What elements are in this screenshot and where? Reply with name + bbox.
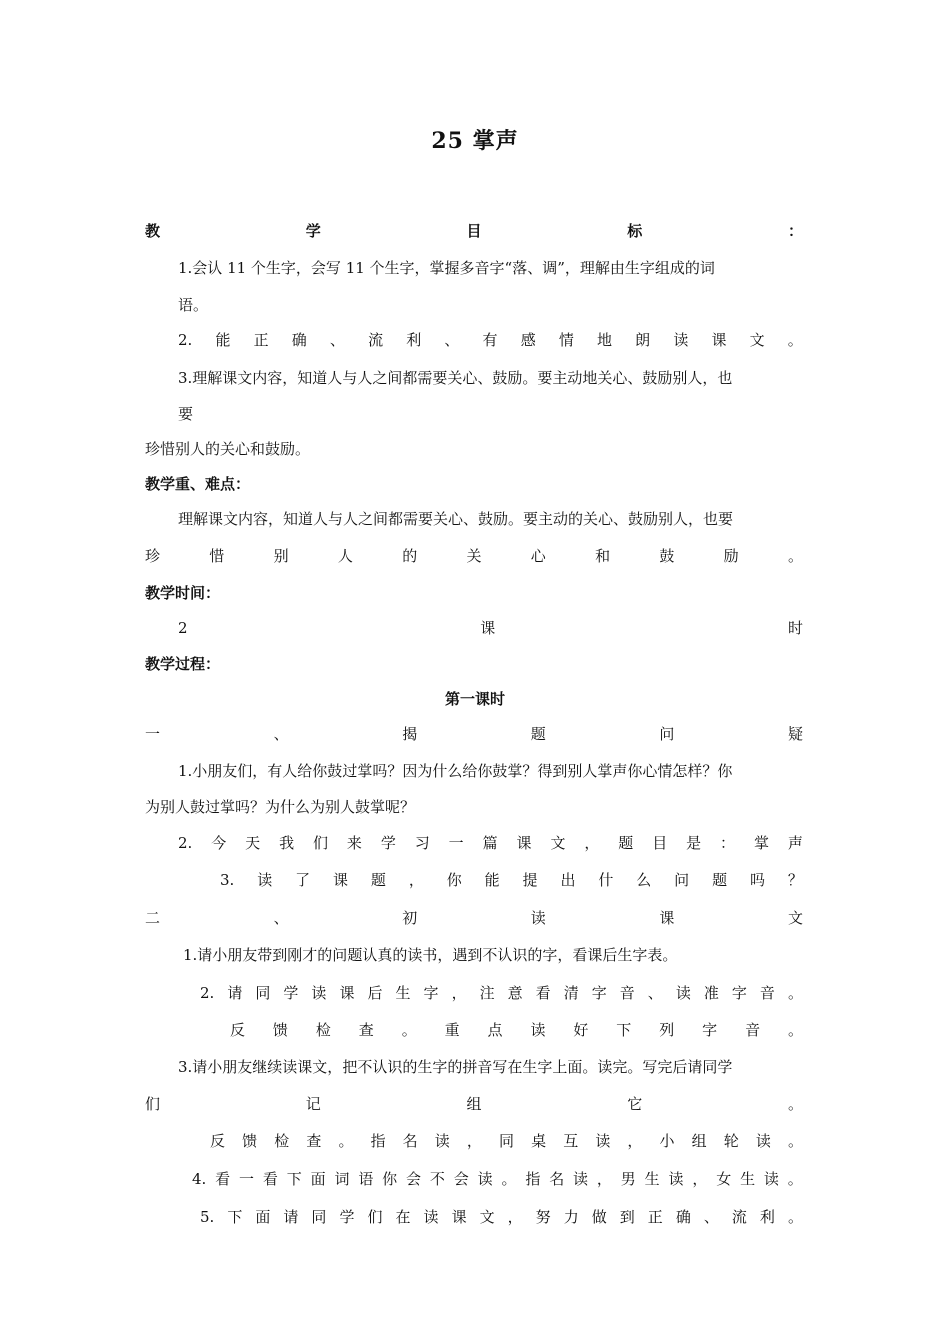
section-1-heading xyxy=(145,723,803,745)
glyph: ， xyxy=(584,834,600,852)
glyph: 指 xyxy=(525,1170,541,1188)
glyph: 教 xyxy=(145,222,161,240)
glyph: 吗 xyxy=(749,871,765,889)
glyph: 读 xyxy=(530,1021,546,1039)
glyph: 指 xyxy=(370,1132,386,1150)
glyph: 生 xyxy=(740,1170,756,1188)
glyph: 读 xyxy=(763,1170,779,1188)
section-1-item-1-line-1: 1.小朋友们，有人给你鼓过掌吗？因为什么给你鼓掌？得到别人掌声你心情怎样？你 xyxy=(178,762,733,780)
glyph: 么 xyxy=(636,871,652,889)
glyph: 们 xyxy=(145,1095,161,1113)
glyph: 读 xyxy=(530,909,546,927)
glyph: 音 xyxy=(759,984,775,1002)
glyph: 不 xyxy=(429,1170,445,1188)
glyph: 、 xyxy=(703,1208,719,1226)
key-points-line-1: 理解课文内容，知道人与人之间都需要关心、鼓励。要主动的关心、鼓励别人，也要 xyxy=(178,510,734,528)
glyph: 下 xyxy=(227,1208,243,1226)
glyph: 课 xyxy=(516,834,532,852)
glyph: 字 xyxy=(702,1021,718,1039)
glyph: 点 xyxy=(487,1021,503,1039)
glyph: 出 xyxy=(560,871,576,889)
glyph: 在 xyxy=(395,1208,411,1226)
glyph: 声 xyxy=(787,834,803,852)
glyph: 名 xyxy=(402,1132,418,1150)
glyph: ， xyxy=(408,871,424,889)
glyph: 励 xyxy=(723,547,739,565)
glyph: 读 xyxy=(423,1208,439,1226)
section-2-item-3-line-2 xyxy=(145,1093,803,1115)
glyph: 音 xyxy=(619,984,635,1002)
glyph: 是 xyxy=(686,834,702,852)
glyph: ， xyxy=(692,1170,708,1188)
lesson-one-heading: 第一课时 xyxy=(444,690,505,708)
glyph: 2. xyxy=(178,331,193,349)
glyph: 。 xyxy=(787,547,803,565)
glyph: 2. xyxy=(200,984,215,1002)
glyph: 读 xyxy=(595,1132,611,1150)
glyph: 到 xyxy=(619,1208,635,1226)
glyph: 正 xyxy=(647,1208,663,1226)
key-points-line-2 xyxy=(145,545,803,567)
glyph: 们 xyxy=(367,1208,383,1226)
glyph: 有 xyxy=(482,331,498,349)
glyph: ， xyxy=(596,1170,612,1188)
objective-3-line-1: 3.理解课文内容，知道人与人之间都需要关心、鼓励。要主动地关心、鼓励别人，也 xyxy=(178,369,733,387)
glyph: 学 xyxy=(339,1208,355,1226)
glyph: 。 xyxy=(401,1021,417,1039)
glyph: 同 xyxy=(311,1208,327,1226)
glyph: 问 xyxy=(674,871,690,889)
glyph: 。 xyxy=(787,1132,803,1150)
objective-1-line-1: 1.会认 11 个生字，会写 11 个生字，掌握多音字“落、调”，理解由生字组成的词 xyxy=(178,259,715,277)
glyph: 文 xyxy=(550,834,566,852)
glyph: 。 xyxy=(501,1170,517,1188)
glyph: 重 xyxy=(444,1021,460,1039)
glyph: 们 xyxy=(312,834,328,852)
glyph: 别 xyxy=(273,547,289,565)
glyph: 音 xyxy=(745,1021,761,1039)
glyph: 课 xyxy=(711,331,727,349)
glyph: 地 xyxy=(597,331,613,349)
glyph: 惜 xyxy=(209,547,225,565)
glyph: 会 xyxy=(453,1170,469,1188)
glyph: 生 xyxy=(644,1170,660,1188)
glyph: 反 xyxy=(230,1021,246,1039)
glyph: 掌 xyxy=(753,834,769,852)
glyph: 检 xyxy=(315,1021,331,1039)
glyph: 、 xyxy=(444,331,460,349)
glyph: 5. xyxy=(200,1208,215,1226)
glyph: 清 xyxy=(563,984,579,1002)
word: 时 xyxy=(787,619,803,637)
glyph: 下 xyxy=(286,1170,302,1188)
glyph: 天 xyxy=(245,834,261,852)
glyph: 看 xyxy=(215,1170,231,1188)
glyph: 词 xyxy=(334,1170,350,1188)
glyph: ？ xyxy=(787,871,803,889)
glyph: 什 xyxy=(598,871,614,889)
section-1-item-1-line-2: 为别人鼓过掌吗？为什么为别人鼓掌呢？ xyxy=(145,798,416,816)
glyph: 来 xyxy=(346,834,362,852)
glyph: 你 xyxy=(446,871,462,889)
section-1-item-2 xyxy=(178,832,803,854)
glyph: 注 xyxy=(479,984,495,1002)
key-points-heading: 教学重、难点： xyxy=(145,475,251,493)
glyph: 。 xyxy=(787,1095,803,1113)
section-2-item-3-feedback xyxy=(210,1130,803,1152)
glyph: 鼓 xyxy=(659,547,675,565)
glyph: ， xyxy=(627,1132,643,1150)
glyph: 课 xyxy=(451,1208,467,1226)
glyph: 互 xyxy=(563,1132,579,1150)
glyph: 、 xyxy=(273,909,289,927)
glyph: 珍 xyxy=(145,547,161,565)
glyph: 学 xyxy=(380,834,396,852)
glyph: 你 xyxy=(382,1170,398,1188)
glyph: 课 xyxy=(659,909,675,927)
section-2-heading xyxy=(145,907,803,929)
glyph: 好 xyxy=(573,1021,589,1039)
glyph: 今 xyxy=(211,834,227,852)
glyph: 疑 xyxy=(787,725,803,743)
glyph: 小 xyxy=(659,1132,675,1150)
glyph: 读 xyxy=(668,1170,684,1188)
glyph: 学 xyxy=(305,222,321,240)
glyph: 文 xyxy=(479,1208,495,1226)
glyph: 一 xyxy=(448,834,464,852)
glyph: 面 xyxy=(255,1208,271,1226)
glyph: 的 xyxy=(402,547,418,565)
glyph: 读 xyxy=(673,331,689,349)
section-2-item-3-line-1: 3.请小朋友继续读课文，把不认识的生字的拼音写在生字上面。读完。写完后请同学 xyxy=(178,1058,733,1076)
glyph: 题 xyxy=(530,725,546,743)
glyph: 朗 xyxy=(635,331,651,349)
glyph: 流 xyxy=(731,1208,747,1226)
glyph: 提 xyxy=(522,871,538,889)
glyph: 读 xyxy=(477,1170,493,1188)
glyph: 文 xyxy=(787,909,803,927)
glyph: 做 xyxy=(591,1208,607,1226)
glyph: 题 xyxy=(370,871,386,889)
glyph: 课 xyxy=(333,871,349,889)
glyph: 确 xyxy=(675,1208,691,1226)
glyph: 。 xyxy=(787,331,803,349)
glyph: 请 xyxy=(283,1208,299,1226)
glyph: 读 xyxy=(675,984,691,1002)
glyph: 组 xyxy=(691,1132,707,1150)
glyph: 题 xyxy=(618,834,634,852)
glyph: 文 xyxy=(749,331,765,349)
glyph: 读 xyxy=(257,871,273,889)
glyph: 查 xyxy=(306,1132,322,1150)
glyph: 篇 xyxy=(482,834,498,852)
glyph: 查 xyxy=(358,1021,374,1039)
glyph: 下 xyxy=(616,1021,632,1039)
glyph: 利 xyxy=(406,331,422,349)
glyph: 馈 xyxy=(242,1132,258,1150)
objectives-heading xyxy=(145,220,803,242)
glyph: 字 xyxy=(731,984,747,1002)
glyph: 轮 xyxy=(723,1132,739,1150)
glyph: 会 xyxy=(406,1170,422,1188)
glyph: 了 xyxy=(295,871,311,889)
glyph: 字 xyxy=(423,984,439,1002)
glyph: 男 xyxy=(620,1170,636,1188)
glyph: 能 xyxy=(215,331,231,349)
glyph: 问 xyxy=(659,725,675,743)
glyph: ： xyxy=(720,834,736,852)
glyph: 正 xyxy=(253,331,269,349)
section-1-item-3 xyxy=(220,869,803,891)
glyph: 揭 xyxy=(402,725,418,743)
glyph: 读 xyxy=(755,1132,771,1150)
glyph: 流 xyxy=(368,331,384,349)
glyph: 准 xyxy=(703,984,719,1002)
glyph: 组 xyxy=(466,1095,482,1113)
glyph: 关 xyxy=(466,547,482,565)
section-2-item-2-feedback xyxy=(230,1019,803,1041)
objective-3-line-3: 珍惜别人的关心和鼓励。 xyxy=(145,440,311,458)
section-2-item-4 xyxy=(192,1168,803,1190)
glyph: 同 xyxy=(498,1132,514,1150)
glyph: 字 xyxy=(591,984,607,1002)
glyph: 习 xyxy=(414,834,430,852)
glyph: 能 xyxy=(484,871,500,889)
glyph: 后 xyxy=(367,984,383,1002)
time-heading: 教学时间： xyxy=(145,584,221,602)
objective-3-line-2: 要 xyxy=(178,405,194,423)
glyph: 读 xyxy=(434,1132,450,1150)
glyph: 一 xyxy=(239,1170,255,1188)
page-title: 25 掌声 xyxy=(431,128,519,154)
glyph: 意 xyxy=(507,984,523,1002)
glyph: 、 xyxy=(329,331,345,349)
time-value xyxy=(178,617,803,639)
glyph: 语 xyxy=(358,1170,374,1188)
glyph: 一 xyxy=(145,725,161,743)
glyph: 名 xyxy=(549,1170,565,1188)
glyph: 读 xyxy=(573,1170,589,1188)
glyph: 力 xyxy=(563,1208,579,1226)
glyph: 列 xyxy=(659,1021,675,1039)
section-2-item-1: 1.请小朋友带到刚才的问题认真的读书，遇到不认识的字，看课后生字表。 xyxy=(183,946,678,964)
glyph: 、 xyxy=(647,984,663,1002)
glyph: 目 xyxy=(652,834,668,852)
glyph: 同 xyxy=(255,984,271,1002)
glyph: 努 xyxy=(535,1208,551,1226)
word: 课 xyxy=(480,619,496,637)
objective-2 xyxy=(178,329,803,351)
glyph: 读 xyxy=(311,984,327,1002)
section-2-item-2 xyxy=(200,982,803,1004)
glyph: 面 xyxy=(310,1170,326,1188)
glyph: 。 xyxy=(338,1132,354,1150)
glyph: 女 xyxy=(716,1170,732,1188)
glyph: 。 xyxy=(787,1021,803,1039)
glyph: 反 xyxy=(210,1132,226,1150)
glyph: 我 xyxy=(279,834,295,852)
glyph: 课 xyxy=(339,984,355,1002)
process-heading: 教学过程： xyxy=(145,655,221,673)
section-2-item-5 xyxy=(200,1206,803,1228)
glyph: 2. xyxy=(178,834,193,852)
glyph: 看 xyxy=(535,984,551,1002)
glyph: ， xyxy=(507,1208,523,1226)
glyph: 确 xyxy=(291,331,307,349)
glyph: 感 xyxy=(520,331,536,349)
glyph: 检 xyxy=(274,1132,290,1150)
word: 2 xyxy=(178,619,188,637)
glyph: 馈 xyxy=(272,1021,288,1039)
glyph: 和 xyxy=(595,547,611,565)
glyph: 记 xyxy=(305,1095,321,1113)
glyph: 。 xyxy=(787,1170,803,1188)
glyph: 利 xyxy=(759,1208,775,1226)
glyph: 。 xyxy=(787,1208,803,1226)
glyph: 。 xyxy=(787,984,803,1002)
glyph: 、 xyxy=(273,725,289,743)
glyph: 学 xyxy=(283,984,299,1002)
glyph: 看 xyxy=(262,1170,278,1188)
glyph: 4. xyxy=(192,1170,207,1188)
glyph: 它 xyxy=(627,1095,643,1113)
glyph: ： xyxy=(787,222,803,240)
glyph: 3. xyxy=(220,871,235,889)
glyph: 情 xyxy=(558,331,574,349)
glyph: 生 xyxy=(395,984,411,1002)
glyph: 请 xyxy=(227,984,243,1002)
glyph: 目 xyxy=(466,222,482,240)
glyph: 标 xyxy=(627,222,643,240)
glyph: 初 xyxy=(402,909,418,927)
glyph: ， xyxy=(466,1132,482,1150)
glyph: ， xyxy=(451,984,467,1002)
glyph: 题 xyxy=(712,871,728,889)
glyph: 人 xyxy=(337,547,353,565)
glyph: 心 xyxy=(530,547,546,565)
glyph: 桌 xyxy=(531,1132,547,1150)
objective-1-line-2: 语。 xyxy=(178,296,209,314)
glyph: 二 xyxy=(145,909,161,927)
